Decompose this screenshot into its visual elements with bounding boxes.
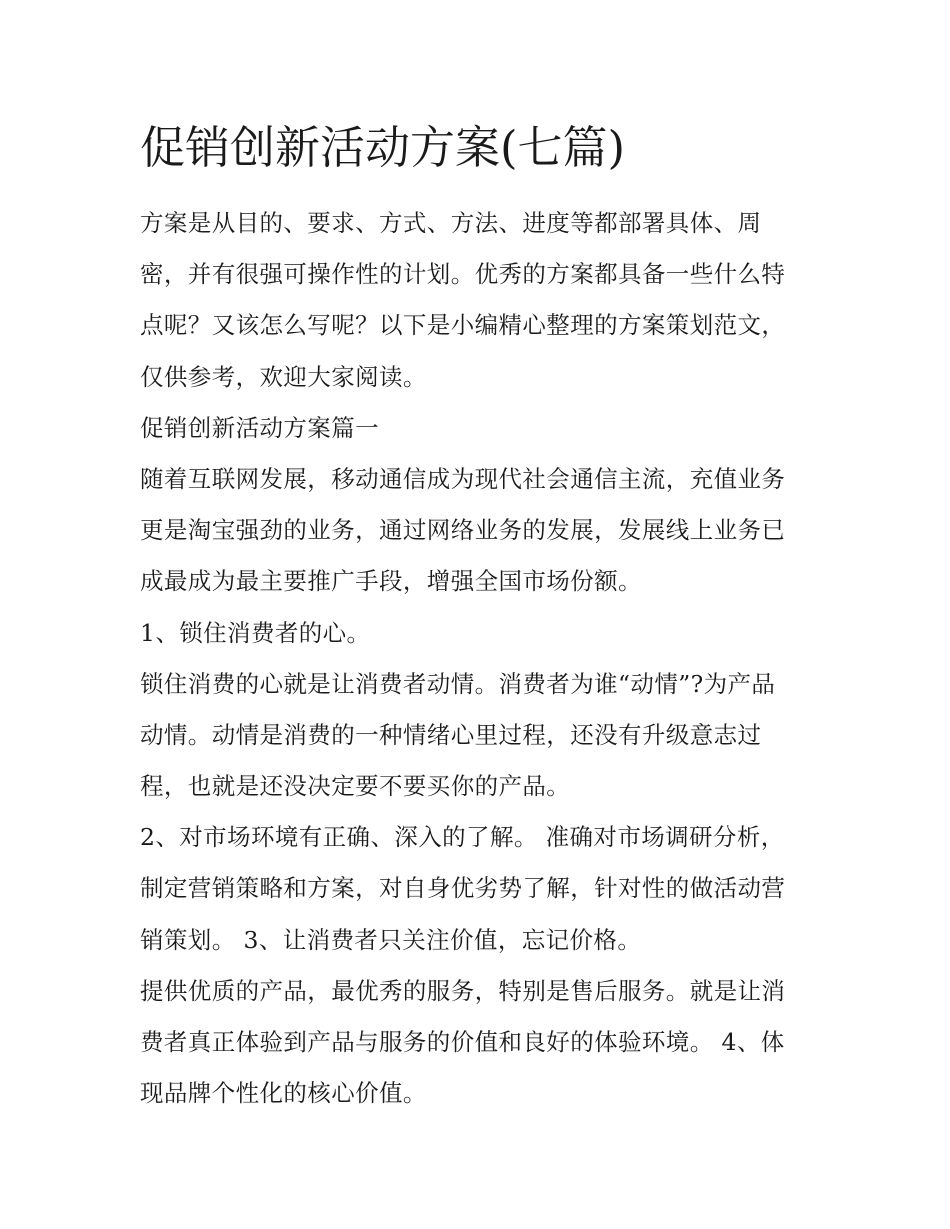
body-line: 点呢？又该怎么写呢？以下是小编精心整理的方案策划范文， (140, 311, 786, 340)
body-line: 随着互联网发展，移动通信成为现代社会通信主流，充值业务 (140, 464, 786, 493)
body-line: 方案是从目的、要求、方式、方法、进度等都部署具体、周 (140, 209, 762, 237)
body-line: 费者真正体验到产品与服务的价值和良好的体验环境。 4、体 (140, 1028, 785, 1056)
body-line: 密，并有很强可操作性的计划。优秀的方案都具备一些什么特 (140, 260, 786, 289)
document-body (140, 201, 820, 1122)
numbered-point: 2、对市场环境有正确、深入的了解。 准确对市场调研分析， (140, 823, 785, 852)
body-line: 仅供参考，欢迎大家阅读。 (140, 362, 427, 391)
body-line: 制定营销策略和方案，对自身优劣势了解，针对性的做活动营 (140, 874, 786, 903)
body-line: 成最成为最主要推广手段，增强全国市场份额。 (140, 567, 642, 596)
body-line: 动情。动情是消费的一种情绪心里过程，还没有升级意志过 (140, 720, 762, 749)
numbered-point: 1、锁住消费者的心。 (140, 618, 371, 647)
section-heading: 促销创新活动方案篇一 (140, 413, 379, 442)
body-line: 程，也就是还没决定要不要买你的产品。 (140, 772, 571, 801)
body-line: 更是淘宝强劲的业务，通过网络业务的发展，发展线上业务已 (140, 516, 786, 545)
document-title: 促销创新活动方案(七篇) (140, 121, 626, 174)
body-line: 现品牌个性化的核心价值。 (140, 1079, 427, 1108)
body-line: 锁住消费的心就是让消费者动情。消费者为谁“动情”?为产品 (140, 669, 776, 698)
body-line: 销策划。 3、让消费者只关注价值，忘记价格。 (140, 925, 642, 954)
body-line: 提供优质的产品，最优秀的服务，特别是售后服务。就是让消 (140, 976, 786, 1005)
